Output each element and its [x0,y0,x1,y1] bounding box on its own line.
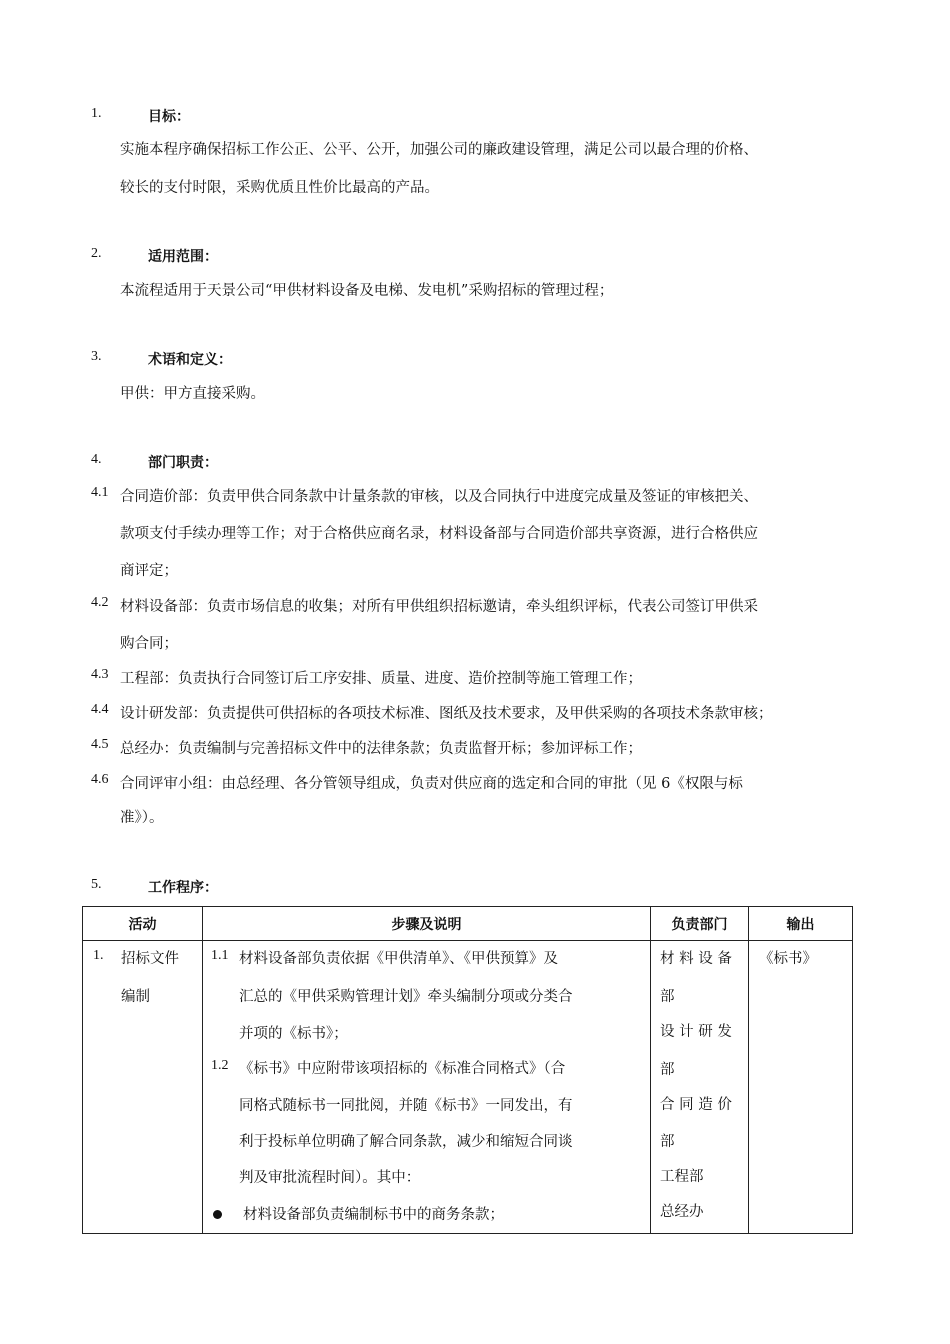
item-line: 合同评审小组：由总经理、各分管领导组成，负责对供应商的选定和合同的审批（见 6《权限与标 [120,776,743,792]
steps-cell [203,941,651,1234]
item-number: 4.2 [91,595,109,610]
item-line: 设计研发部：负责提供可供招标的各项技术标准、图纸及技术要求，及甲供采购的各项技术条款审核； [120,706,773,722]
item-line: 款项支付手续办理等工作；对于合格供应商名录，材料设备部与合同造价部共享资源，进行合格供应 [120,526,758,542]
department-cell [651,941,749,1234]
item-number: 4.3 [91,667,109,682]
activity-line: 编制 [121,989,150,1005]
table-header-row [83,907,853,941]
step-line: 利于投标单位明确了解合同条款，减少和缩短合同谈 [239,1134,573,1150]
department-line: 部 [660,989,675,1005]
step-line: 并项的《标书》； [239,1026,348,1042]
activity-cell [83,941,203,1234]
activity-number: 1. [93,948,104,963]
department-line: 部 [660,1134,675,1150]
bullet-item: 材料设备部负责编制标书中的商务条款； [243,1207,504,1223]
procedure-table [82,906,853,1234]
item-number: 4.5 [91,737,109,752]
section-3-line: 甲供：甲方直接采购。 [120,386,265,402]
item-line: 总经办：负责编制与完善招标文件中的法律条款；负责监督开标；参加评标工作； [120,741,642,757]
section-2-title: 适用范围： [148,249,218,265]
section-2-line: 本流程适用于天景公司“甲供材料设备及电梯、发电机”采购招标的管理过程； [120,283,614,299]
item-line: 材料设备部：负责市场信息的收集；对所有甲供组织招标邀请，牵头组织评标，代表公司签订甲供采 [120,599,758,615]
output-cell [749,941,853,1234]
section-2-number: 2. [91,246,102,261]
section-5-number: 5. [91,877,102,892]
header-department: 负责部门 [651,907,749,941]
department-line: 合 同 造 价 [660,1097,732,1113]
item-line: 合同造价部：负责甲供合同条款中计量条款的审核，以及合同执行中进度完成量及签证的审核把关、 [120,489,758,505]
activity-line: 招标文件 [121,951,179,967]
step-number: 1.1 [211,948,229,963]
header-activity: 活动 [83,907,203,941]
section-4-title: 部门职责： [148,455,218,471]
item-line: 商评定； [120,563,178,579]
item-number: 4.1 [91,485,109,500]
department-line: 工程部 [660,1169,704,1185]
department-line: 总经办 [660,1204,704,1220]
item-line: 准》）。 [120,810,164,826]
section-4-number: 4. [91,452,102,467]
section-3-number: 3. [91,349,102,364]
department-line: 材 料 设 备 [660,951,732,967]
section-3-title: 术语和定义： [148,352,232,368]
step-line: 判及审批流程时间）。其中： [239,1170,421,1186]
department-line: 设 计 研 发 [660,1024,732,1040]
section-5-title: 工作程序： [148,880,218,896]
step-line: 同格式随标书一同批阅，并随《标书》一同发出，有 [239,1098,573,1114]
step-line: 汇总的《甲供采购管理计划》牵头编制分项或分类合 [239,989,573,1005]
item-line: 工程部：负责执行合同签订后工序安排、质量、进度、造价控制等施工管理工作； [120,671,642,687]
item-line: 购合同； [120,636,178,652]
section-1-title: 目标： [148,109,190,125]
bullet-icon [213,1210,222,1219]
header-output: 输出 [749,907,853,941]
step-number: 1.2 [211,1058,229,1073]
item-number: 4.6 [91,772,109,787]
item-number: 4.4 [91,702,109,717]
header-steps: 步骤及说明 [203,907,651,941]
section-1-line: 实施本程序确保招标工作公正、公平、公开，加强公司的廉政建设管理，满足公司以最合理的价格、 [120,142,758,158]
department-line: 部 [660,1062,675,1078]
table-row [83,941,853,1234]
step-line: 材料设备部负责依据《甲供清单》、《甲供预算》及 [239,951,558,967]
section-1-line: 较长的支付时限，采购优质且性价比最高的产品。 [120,180,439,196]
section-1-number: 1. [91,106,102,121]
step-line: 《标书》中应附带该项招标的《标准合同格式》（合 [239,1061,566,1077]
output-value: 《标书》 [759,951,817,967]
